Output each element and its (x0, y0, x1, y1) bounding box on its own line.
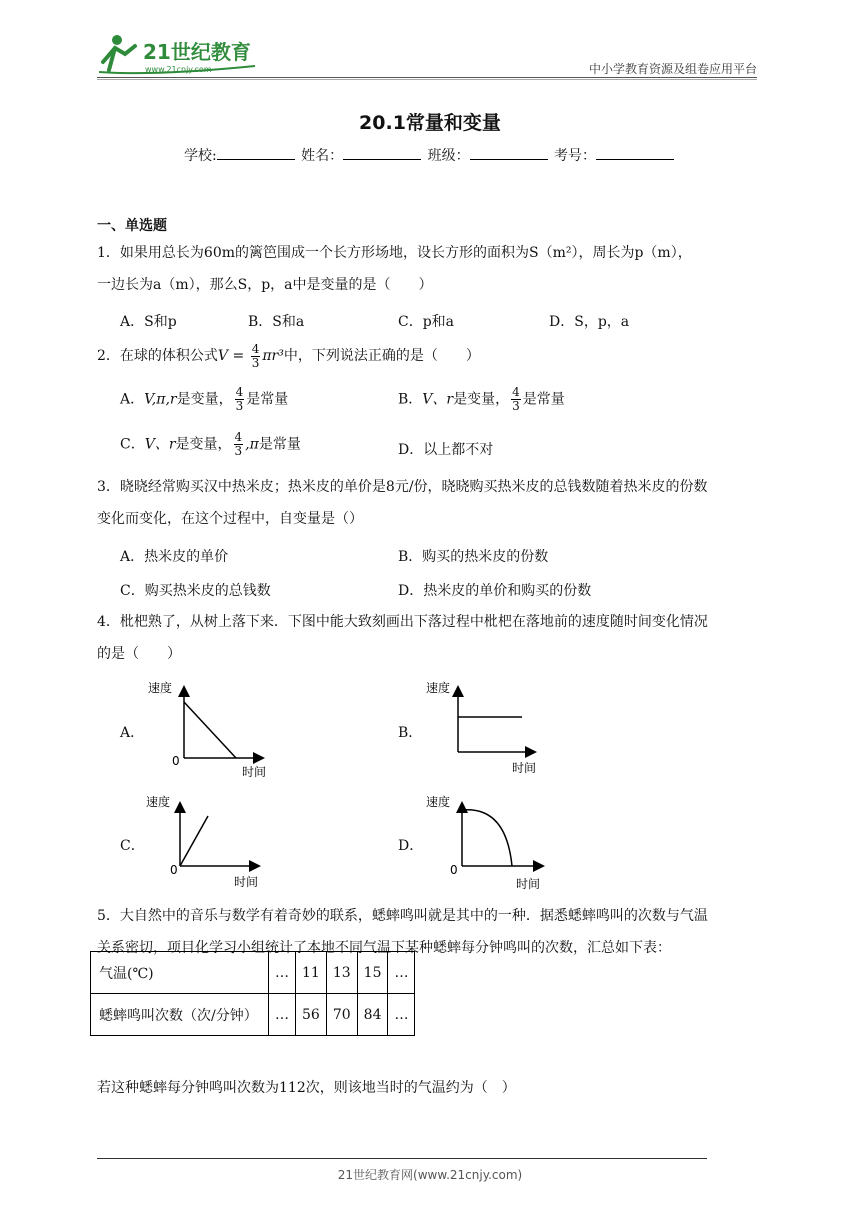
q3-line1: 3．晓晓经常购买汉中热米皮；热米皮的单价是8元/份，晓晓购买热米皮的总钱数随着热米皮的份数 (97, 479, 708, 495)
table-cell: 11 (296, 952, 327, 994)
q4-option-c[interactable]: C． (120, 838, 145, 854)
section-heading: 一、单选题 (97, 218, 167, 234)
table-cell: 56 (296, 994, 327, 1036)
q1-line1: 1．如果用总长为60m的篱笆围成一个长方形场地，设长方形的面积为S（m²），周长为p（m）， (97, 245, 692, 261)
q1-option-a[interactable]: A．S和p (120, 314, 177, 330)
q4-graph-d (420, 790, 560, 892)
q2-option-b[interactable]: B．V、r是变量， $\frac{4}{3}$ 是常量 (398, 385, 565, 413)
q4c-origin: 0 (170, 863, 178, 877)
header-divider-thin (97, 79, 757, 80)
q3-option-a[interactable]: A．热米皮的单价 (120, 549, 229, 565)
q4d-ylabel: 速度 (426, 795, 451, 809)
q4-option-b[interactable]: B． (398, 725, 423, 741)
q4c-xlabel: 时间 (234, 875, 259, 889)
footer-divider (97, 1158, 707, 1159)
q4c-ylabel: 速度 (146, 795, 171, 809)
q4-graph-c (140, 790, 270, 890)
q2-option-d[interactable]: D．以上都不对 (398, 442, 494, 458)
question-1 (97, 237, 765, 301)
q4a-xlabel: 时间 (242, 765, 267, 779)
q2-formula-eq: = (228, 348, 249, 364)
q2-pre: 2．在球的体积公式 (97, 348, 218, 364)
q4-option-d[interactable]: D． (398, 838, 424, 854)
q3-option-c[interactable]: C．购买热米皮的总钱数 (120, 583, 271, 599)
q2-formula-lhs: V (217, 348, 229, 364)
name-label: 姓名： (301, 148, 344, 164)
question-2 (97, 340, 765, 372)
logo-runner-icon (95, 32, 265, 76)
logo-text: 21世纪教育 (143, 40, 251, 64)
q5-line2: 关系密切，项目化学习小组统计了本地不同气温下某种蟋蟀每分钟鸣叫的次数，汇总如下表： (97, 940, 671, 956)
q4b-ylabel: 速度 (426, 681, 451, 695)
table-cell: … (269, 952, 296, 994)
table-cell: … (388, 952, 415, 994)
table-cell: 84 (357, 994, 388, 1036)
class-blank[interactable] (470, 147, 548, 160)
q4a-ylabel: 速度 (148, 681, 173, 695)
class-label: 班级： (427, 148, 470, 164)
table-cell: … (269, 994, 296, 1036)
q4-option-a[interactable]: A． (120, 725, 145, 741)
q5-table (90, 951, 415, 1036)
footer-text[interactable]: 21世纪教育网(www.21cnjy.com) (337, 1168, 523, 1182)
q2-option-a[interactable]: A．V,π,r是变量， $\frac{4}{3}$ 是常量 (120, 385, 289, 413)
q4-graph-b (420, 676, 550, 776)
q1-line2: 一边长为a（m），那么S，p，a中是变量的是（ ） (97, 277, 433, 293)
school-blank[interactable] (217, 147, 295, 160)
q4c-curve (180, 816, 208, 866)
q4a-curve (184, 702, 236, 758)
q2-post: 中，下列说法正确的是（ ） (283, 348, 480, 364)
table-cell: 13 (326, 952, 357, 994)
platform-name: 中小学教育资源及组卷应用平台 (588, 62, 757, 76)
table-cell: 70 (326, 994, 357, 1036)
question-3 (97, 471, 765, 535)
q2-option-c[interactable]: C．V、r是变量， $\frac{4}{3}$ ,π是常量 (120, 430, 301, 458)
q4d-origin: 0 (450, 863, 458, 877)
name-blank[interactable] (343, 147, 421, 160)
q4-line2: 的是（ ） (97, 646, 181, 662)
school-label: 学校: (183, 148, 217, 164)
q1-option-b[interactable]: B．S和a (248, 314, 305, 330)
q5-after: 若这种蟋蟀每分钟鸣叫次数为112次，则该地当时的气温约为（ ） (97, 1080, 516, 1096)
table-cell: 蟋蟀鸣叫次数（次/分钟） (91, 994, 269, 1036)
logo-url: www.21cnjy.com (145, 65, 212, 74)
q4-graph-a (140, 676, 280, 782)
table-cell: 15 (357, 952, 388, 994)
table-row (91, 994, 415, 1036)
q4d-curve (462, 810, 512, 866)
q5-line1: 5．大自然中的音乐与数学有着奇妙的联系，蟋蟀鸣叫就是其中的一种．据悉蟋蟀鸣叫的次数与气温 (97, 908, 708, 924)
header-divider (97, 77, 757, 78)
logo (95, 32, 265, 76)
table-cell: … (388, 994, 415, 1036)
page-title: 20.1常量和变量 (359, 112, 501, 134)
q2-formula-rhs: πr³ (262, 348, 284, 364)
q3-option-d[interactable]: D．热米皮的单价和购买的份数 (398, 583, 592, 599)
question-4 (97, 606, 765, 670)
q4d-xlabel: 时间 (516, 877, 541, 891)
student-info (0, 145, 860, 165)
q4b-xlabel: 时间 (512, 761, 537, 775)
q4-line1: 4．枇杷熟了，从树上落下来．下图中能大致刻画出下落过程中枇杷在落地前的速度随时间变化情况 (97, 614, 708, 630)
q3-option-b[interactable]: B．购买的热米皮的份数 (398, 549, 549, 565)
q1-option-c[interactable]: C．p和a (398, 314, 455, 330)
q3-line2: 变化而变化，在这个过程中，自变量是（） (97, 511, 363, 527)
q1-option-d[interactable]: D．S，p，a (549, 314, 630, 330)
table-cell: 气温(℃) (91, 952, 269, 994)
q2-formula-frac: $\frac{4}{3}$ (251, 341, 260, 370)
table-row (91, 952, 415, 994)
q4a-origin: 0 (172, 754, 180, 768)
exam-no-blank[interactable] (596, 147, 674, 160)
exam-no-label: 考号： (554, 148, 597, 164)
